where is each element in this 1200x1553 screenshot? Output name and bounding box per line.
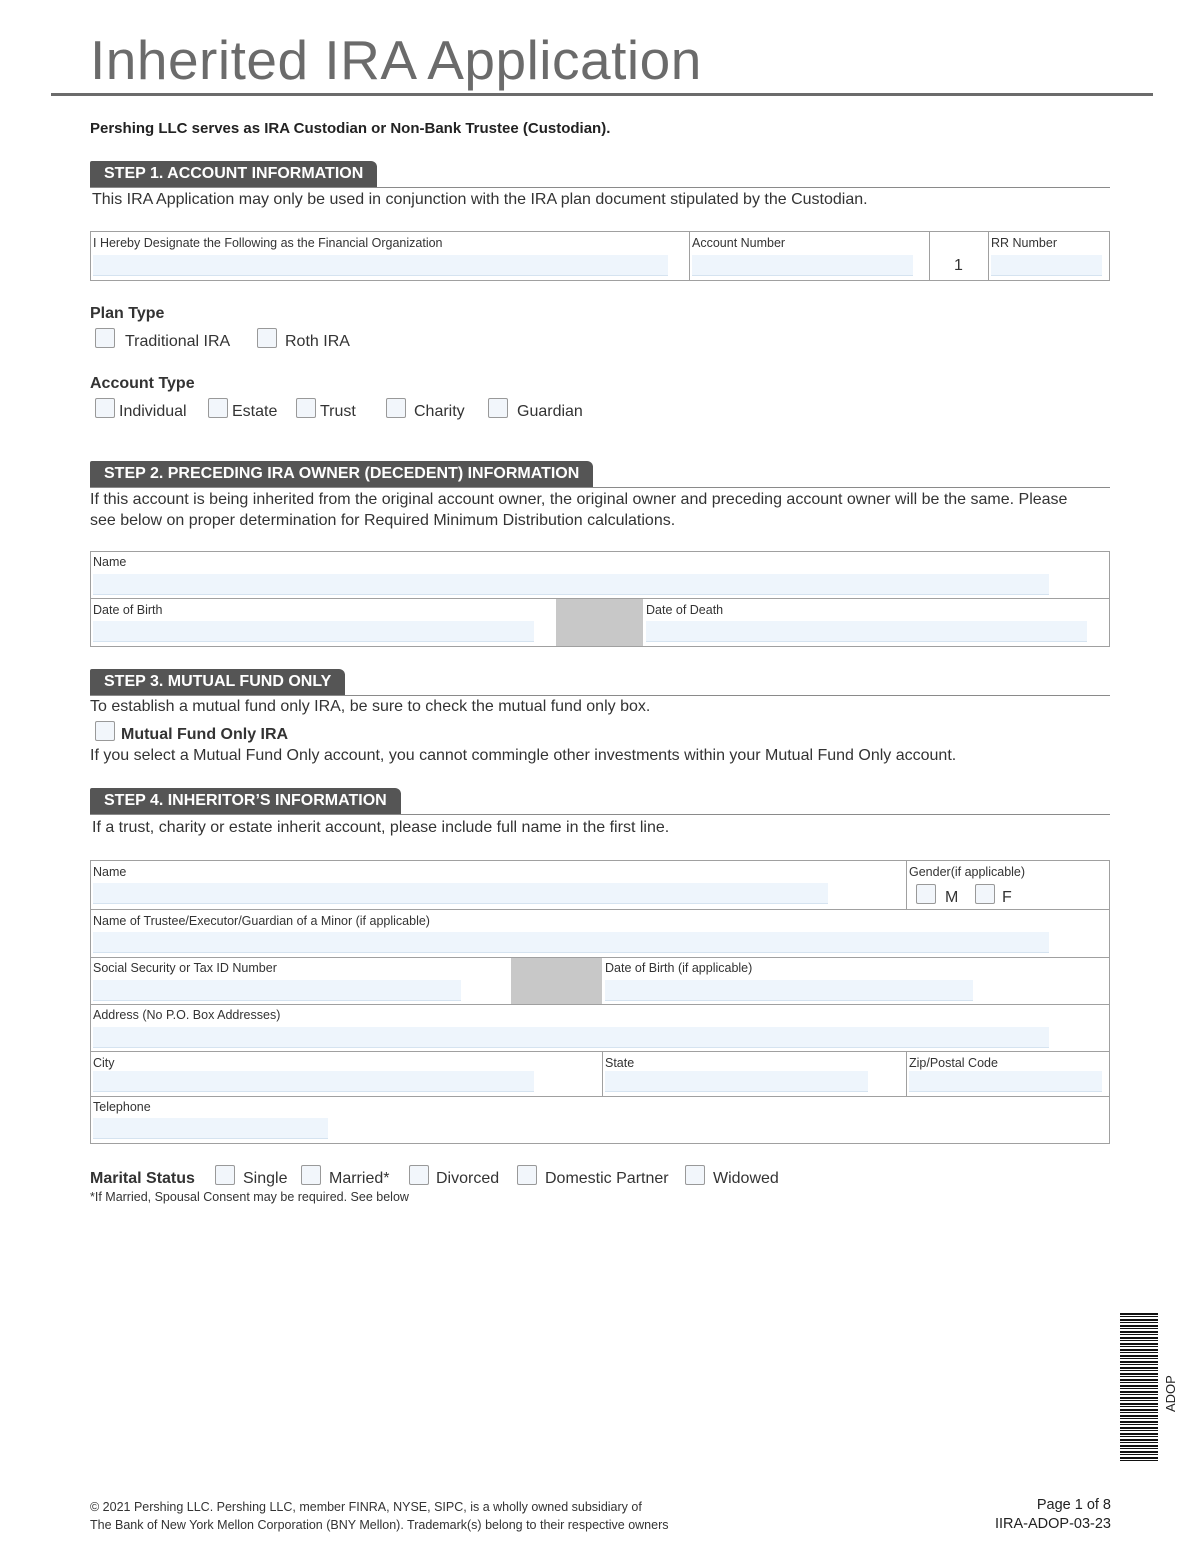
divider xyxy=(602,1052,603,1096)
widowed-checkbox[interactable] xyxy=(685,1165,705,1185)
domestic-partner-label: Domestic Partner xyxy=(545,1170,669,1187)
mutual-fund-only-checkbox[interactable] xyxy=(95,721,115,741)
step3-description: To establish a mutual fund only IRA, be sure to check the mutual fund only box. xyxy=(90,698,651,715)
address-input[interactable] xyxy=(93,1027,1049,1048)
inheritor-dob-label: Date of Birth (if applicable) xyxy=(605,961,753,975)
charity-checkbox[interactable] xyxy=(386,398,406,418)
ssn-input[interactable] xyxy=(93,980,461,1001)
individual-label: Individual xyxy=(119,403,187,420)
page-number: Page 1 of 8 xyxy=(1036,1497,1111,1513)
step3-rule xyxy=(90,695,1110,696)
charity-label: Charity xyxy=(414,403,465,420)
zip-input[interactable] xyxy=(909,1071,1102,1092)
gender-label: Gender(if applicable) xyxy=(909,865,1026,879)
step1-rule xyxy=(90,187,1110,188)
gender-f-checkbox[interactable] xyxy=(975,884,995,904)
gender-f-label: F xyxy=(1002,889,1012,906)
divider xyxy=(91,1096,1109,1097)
decedent-name-input[interactable] xyxy=(93,574,1049,595)
divider xyxy=(906,1052,907,1096)
ssn-label: Social Security or Tax ID Number xyxy=(93,961,277,975)
gender-m-checkbox[interactable] xyxy=(916,884,936,904)
step4-rule xyxy=(90,814,1110,815)
shaded-cell xyxy=(511,958,602,1004)
decedent-dob-label: Date of Birth xyxy=(93,603,163,617)
page-title: Inherited IRA Application xyxy=(90,29,702,91)
account-type-label: Account Type xyxy=(90,375,195,392)
gender-m-label: M xyxy=(945,889,959,906)
divider xyxy=(91,909,1109,910)
trust-checkbox[interactable] xyxy=(296,398,316,418)
barcode-graphic xyxy=(1120,1313,1158,1463)
state-input[interactable] xyxy=(605,1071,868,1092)
marital-note: *If Married, Spousal Consent may be required. See below xyxy=(90,1190,409,1204)
step2-description-line2: see below on proper determination for Required Minimum Distribution calculations. xyxy=(90,512,676,529)
roth-ira-label: Roth IRA xyxy=(285,333,350,350)
divider xyxy=(929,232,930,280)
barcode-label: ADOP xyxy=(1163,1375,1178,1412)
step2-description-line1: If this account is being inherited from the original account owner, the original owner and preceding account owner will be the same. Please xyxy=(90,491,1068,508)
telephone-label: Telephone xyxy=(93,1100,151,1114)
step4-heading: STEP 4. INHERITOR’S INFORMATION xyxy=(90,788,401,814)
fin-org-label: I Hereby Designate the Following as the Financial Organization xyxy=(93,236,443,250)
inheritor-name-label: Name xyxy=(93,865,127,879)
zip-label: Zip/Postal Code xyxy=(909,1056,998,1070)
roth-ira-checkbox[interactable] xyxy=(257,328,277,348)
marital-status-label: Marital Status xyxy=(90,1170,195,1187)
step3-heading: STEP 3. MUTUAL FUND ONLY xyxy=(90,669,345,695)
trustee-input[interactable] xyxy=(93,932,1049,953)
account-number-input[interactable] xyxy=(692,255,913,276)
step2-heading: STEP 2. PRECEDING IRA OWNER (DECEDENT) INFORMATION xyxy=(90,461,593,487)
step4-description: If a trust, charity or estate inherit account, please include full name in the first line. xyxy=(92,819,670,836)
mutual-fund-only-label: Mutual Fund Only IRA xyxy=(121,726,289,743)
widowed-label: Widowed xyxy=(713,1170,779,1187)
plan-type-label: Plan Type xyxy=(90,305,165,322)
intro-text: Pershing LLC serves as IRA Custodian or Non-Bank Trustee (Custodian). xyxy=(90,120,611,137)
account-number-suffix: 1 xyxy=(954,257,963,274)
divider xyxy=(91,1051,1109,1052)
shaded-cell xyxy=(556,599,643,646)
estate-checkbox[interactable] xyxy=(208,398,228,418)
city-label: City xyxy=(93,1056,115,1070)
inheritor-dob-input[interactable] xyxy=(605,980,973,1001)
trustee-label: Name of Trustee/Executor/Guardian of a Minor (if applicable) xyxy=(93,914,430,928)
divider xyxy=(91,1004,1109,1005)
guardian-label: Guardian xyxy=(517,403,583,420)
fin-org-input[interactable] xyxy=(93,255,668,276)
divider xyxy=(689,232,690,280)
married-checkbox[interactable] xyxy=(301,1165,321,1185)
married-label: Married* xyxy=(329,1170,390,1187)
step1-description: This IRA Application may only be used in conjunction with the IRA plan document stipulated by the Custodian. xyxy=(92,191,868,208)
divorced-label: Divorced xyxy=(436,1170,500,1187)
domestic-partner-checkbox[interactable] xyxy=(517,1165,537,1185)
trust-label: Trust xyxy=(320,403,356,420)
inheritor-name-input[interactable] xyxy=(93,883,828,904)
single-label: Single xyxy=(243,1170,288,1187)
form-id: IIRA-ADOP-03-23 xyxy=(994,1516,1111,1532)
traditional-ira-checkbox[interactable] xyxy=(95,328,115,348)
account-number-label: Account Number xyxy=(692,236,786,250)
decedent-dod-label: Date of Death xyxy=(646,603,724,617)
traditional-ira-label: Traditional IRA xyxy=(125,333,231,350)
divider xyxy=(906,861,907,909)
rr-number-label: RR Number xyxy=(991,236,1057,250)
individual-checkbox[interactable] xyxy=(95,398,115,418)
step1-heading: STEP 1. ACCOUNT INFORMATION xyxy=(90,161,377,187)
single-checkbox[interactable] xyxy=(215,1165,235,1185)
address-label: Address (No P.O. Box Addresses) xyxy=(93,1008,281,1022)
state-label: State xyxy=(605,1056,635,1070)
decedent-dob-input[interactable] xyxy=(93,621,534,642)
footer-copyright-line1: © 2021 Pershing LLC. Pershing LLC, member FINRA, NYSE, SIPC, is a wholly owned subsidiary of xyxy=(90,1500,642,1514)
decedent-name-label: Name xyxy=(93,555,127,569)
estate-label: Estate xyxy=(232,403,278,420)
telephone-input[interactable] xyxy=(93,1118,328,1139)
rr-number-input[interactable] xyxy=(991,255,1102,276)
decedent-dod-input[interactable] xyxy=(646,621,1087,642)
divider xyxy=(988,232,989,280)
city-input[interactable] xyxy=(93,1071,534,1092)
footer-copyright-line2: The Bank of New York Mellon Corporation (BNY Mellon). Trademark(s) belong to their respective owners xyxy=(90,1518,669,1532)
title-divider xyxy=(51,93,1153,96)
step3-note: If you select a Mutual Fund Only account, you cannot commingle other investments within your Mutual Fund Only account. xyxy=(90,747,957,764)
step2-rule xyxy=(90,487,1110,488)
divorced-checkbox[interactable] xyxy=(409,1165,429,1185)
guardian-checkbox[interactable] xyxy=(488,398,508,418)
